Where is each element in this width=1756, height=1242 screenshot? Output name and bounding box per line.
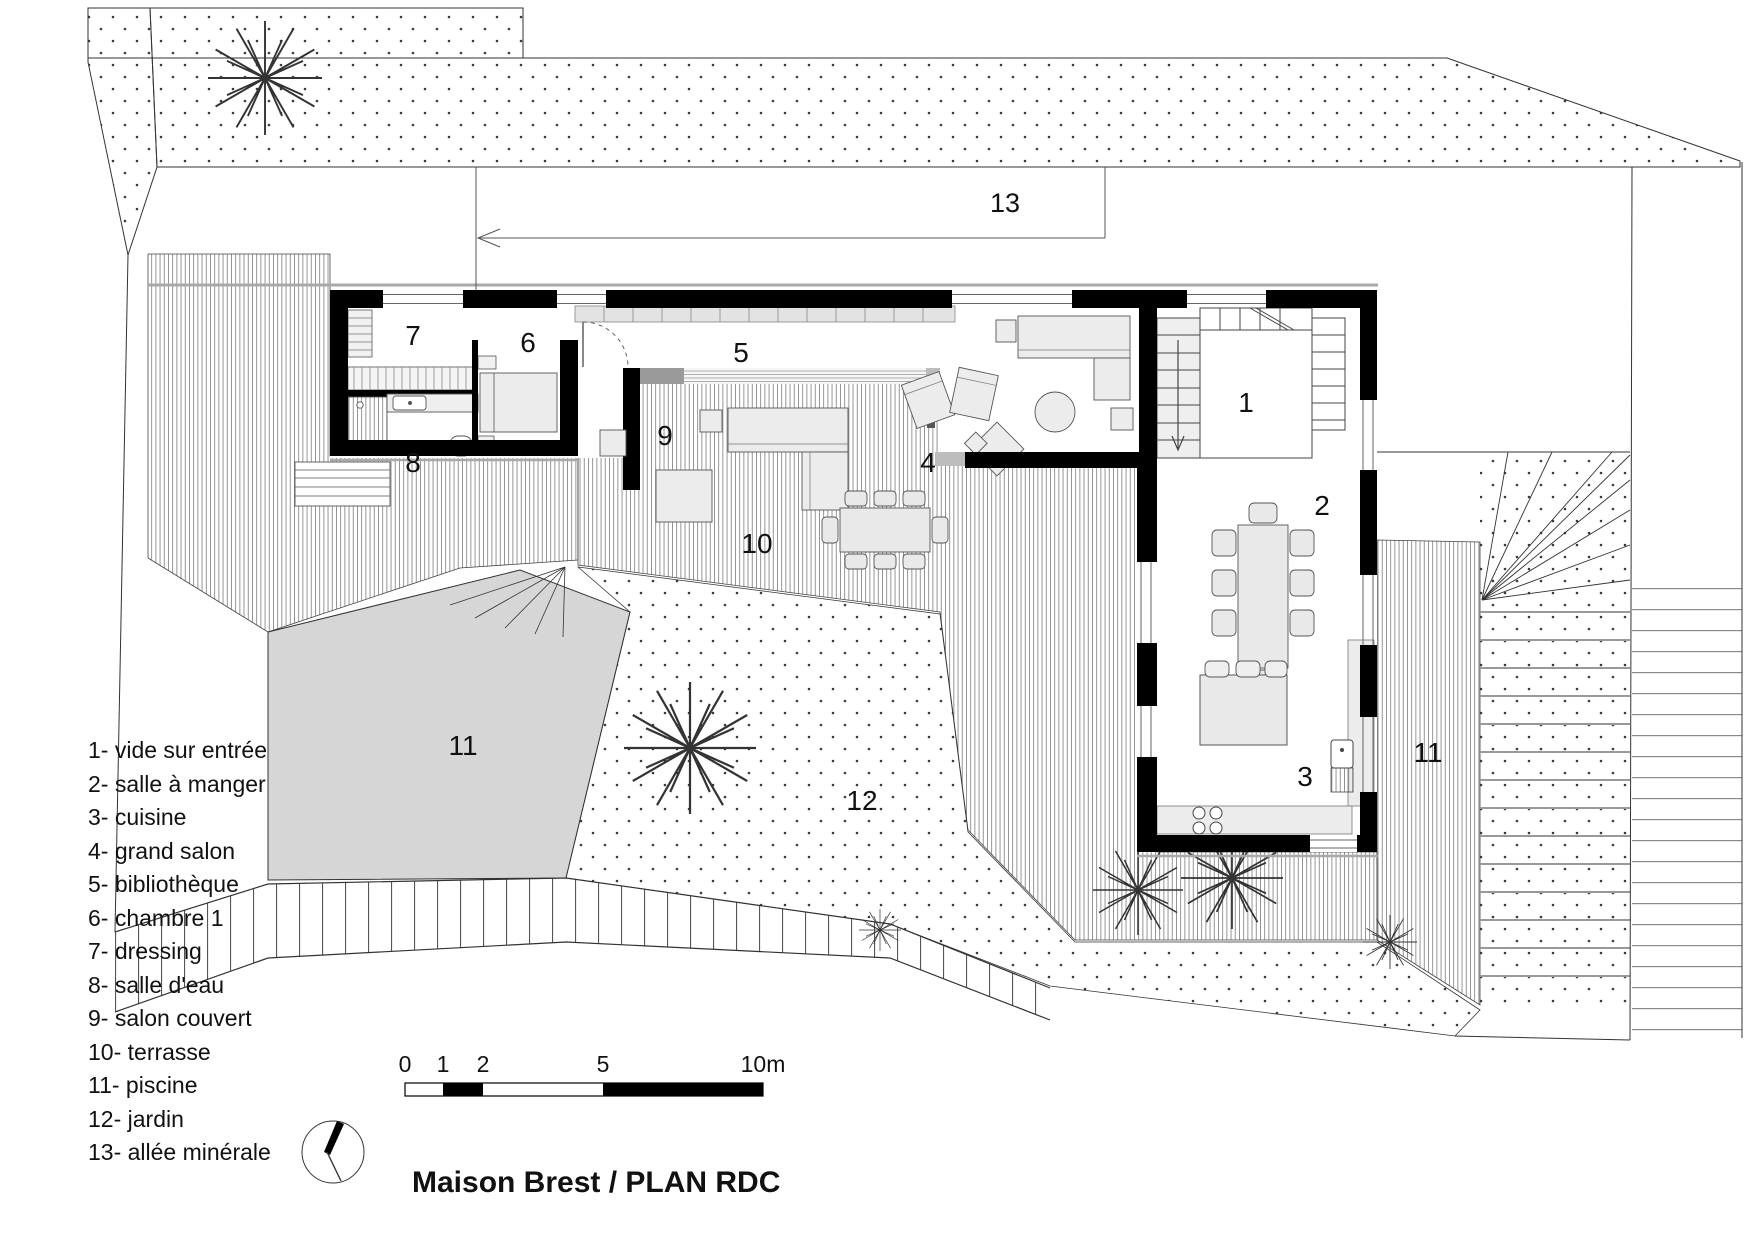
legend-item: 8- salle d'eau — [88, 972, 225, 998]
terraced-area — [1480, 452, 1630, 1010]
scale-tick-1: 1 — [436, 1051, 450, 1077]
scale-tick-10: 10m — [740, 1051, 786, 1077]
room-label-7: 7 — [405, 320, 421, 351]
room-label-11-left: 11 — [448, 730, 478, 761]
north-arrow-icon — [302, 1121, 364, 1183]
room-label-6: 6 — [520, 327, 536, 358]
lounge-post — [623, 368, 640, 490]
legend-item: 12- jardin — [88, 1106, 184, 1132]
legend-item: 6- chambre 1 — [88, 905, 224, 931]
title-block — [302, 1051, 785, 1199]
room-label-8: 8 — [405, 447, 421, 478]
room-label-1: 1 — [1238, 387, 1254, 418]
louver-band — [640, 368, 940, 384]
scale-tick-5: 5 — [596, 1051, 610, 1077]
legend-item: 13- allée minérale — [88, 1139, 271, 1165]
far-right-strip — [1632, 575, 1742, 1035]
legend-item: 4- grand salon — [88, 838, 236, 864]
legend-item: 3- cuisine — [88, 804, 187, 830]
room-label-5: 5 — [733, 337, 749, 368]
dimension-label: 13 — [989, 188, 1021, 218]
pool-right-area — [1377, 540, 1480, 1005]
legend-item: 1- vide sur entrée — [88, 737, 267, 763]
legend-item: 7- dressing — [88, 938, 202, 964]
room-label-12: 12 — [846, 785, 878, 816]
scale-tick-2: 2 — [476, 1051, 490, 1077]
bed-partition — [472, 340, 478, 456]
left-dotted-area — [88, 8, 157, 255]
mineral-path-area — [150, 8, 1740, 167]
room-label-2: 2 — [1314, 490, 1330, 521]
scale-bar — [399, 1051, 786, 1096]
dimension-lines — [476, 167, 1105, 290]
scale-tick-0: 0 — [398, 1051, 412, 1077]
legend-item: 2- salle à manger — [88, 771, 266, 797]
legend-item: 11- piscine — [88, 1072, 198, 1098]
page-title: Maison Brest / PLAN RDC — [412, 1166, 781, 1199]
room-label-3: 3 — [1297, 761, 1313, 792]
library-shelf — [575, 306, 955, 322]
legend-item: 9- salon couvert — [88, 1005, 252, 1031]
room-label-11-right: 11 — [1413, 737, 1443, 768]
legend-item: 5- bibliothèque — [88, 871, 239, 897]
legend-item: 10- terrasse — [88, 1039, 211, 1065]
exterior-steps — [295, 462, 390, 506]
pool-left-area — [268, 570, 630, 880]
room-label-4: 4 — [920, 447, 936, 478]
room-label-9: 9 — [657, 420, 673, 451]
room-label-10: 10 — [741, 528, 773, 559]
